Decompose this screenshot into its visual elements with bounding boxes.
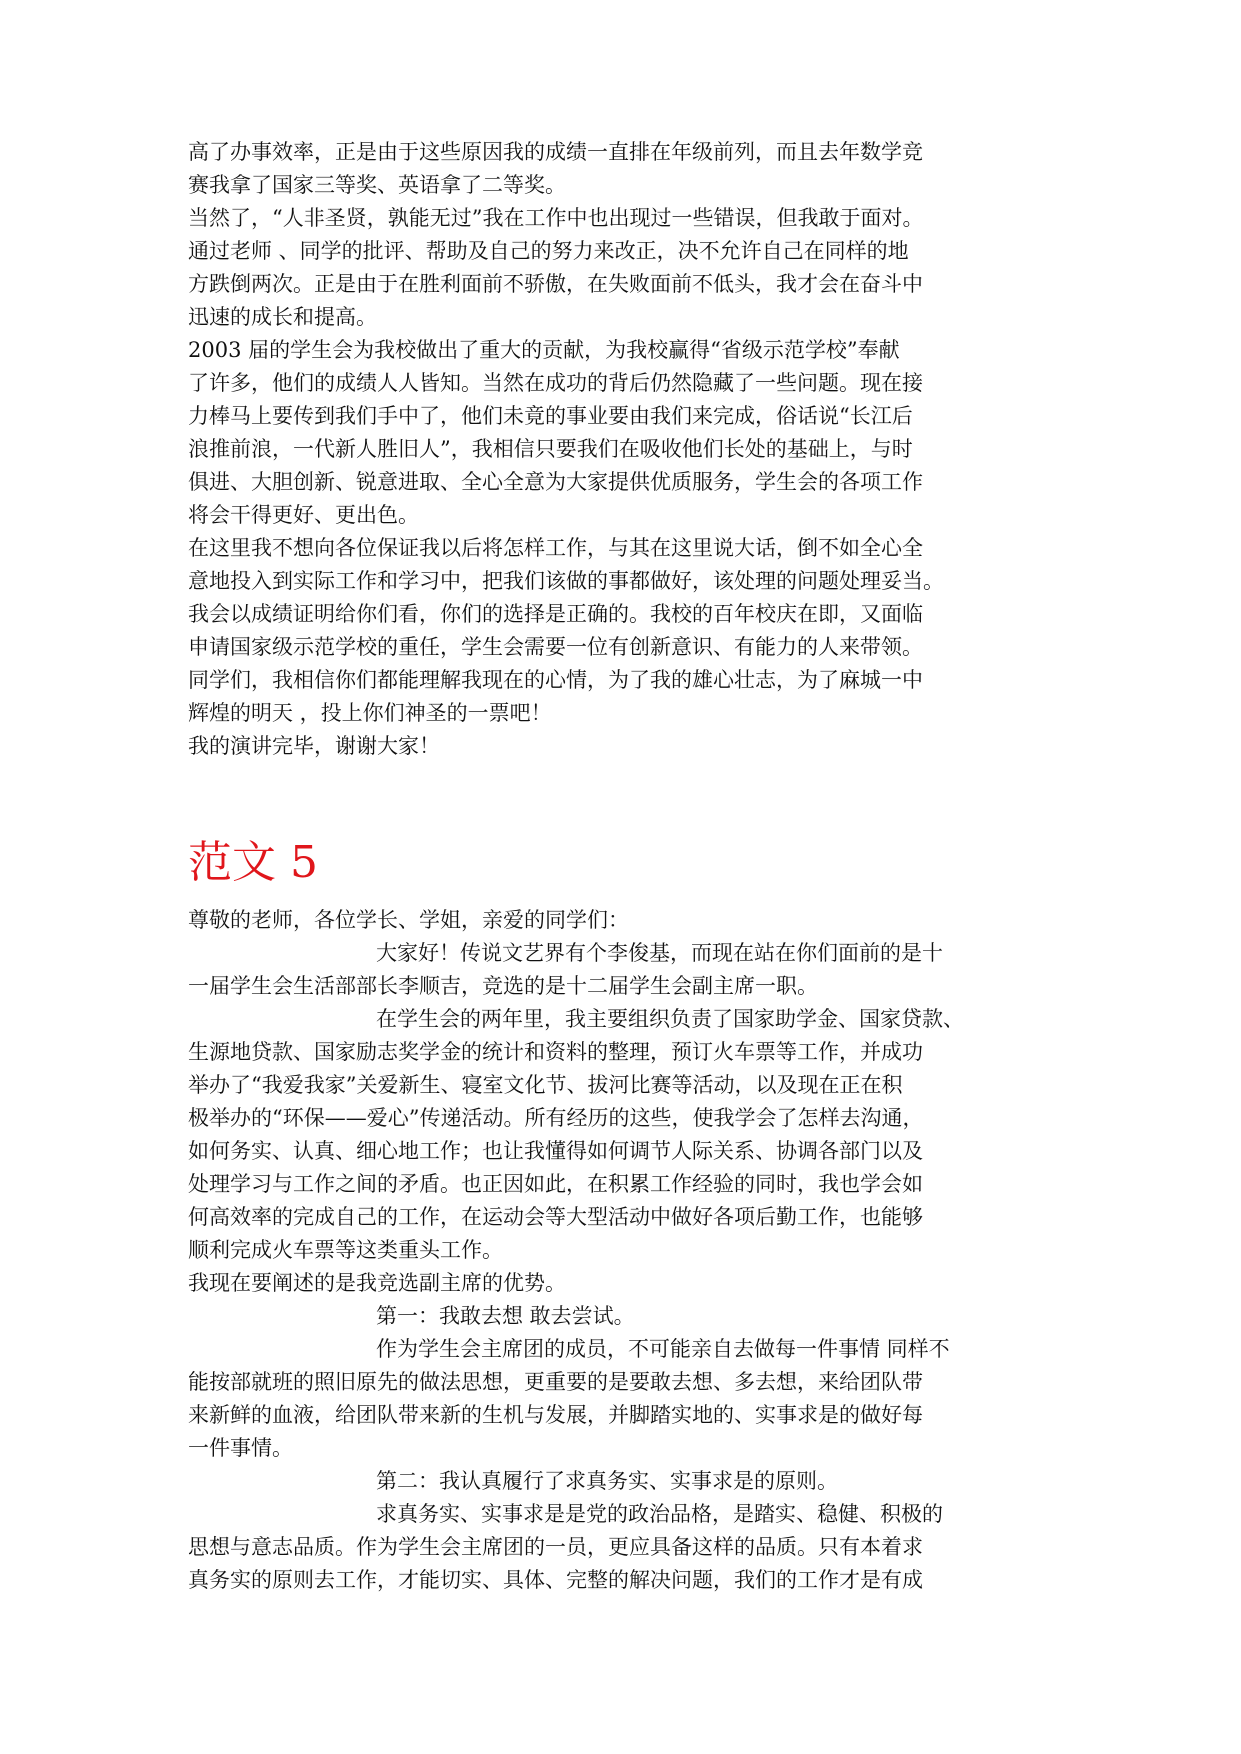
paragraph-line: 作为学生会主席团的成员，不可能亲自去做每一件事情 同样不 — [376, 1337, 950, 1361]
paragraph-line: 如何务实、认真、细心地工作；也让我懂得如何调节人际关系、协调各部门以及 — [188, 1139, 923, 1163]
paragraph-line: 一件事情。 — [188, 1436, 293, 1460]
paragraph-line: 生源地贷款、国家励志奖学金的统计和资料的整理，预订火车票等工作，并成功 — [188, 1040, 923, 1064]
paragraph-line: 我会以成绩证明给你们看，你们的选择是正确的。我校的百年校庆在即，又面临 — [188, 602, 923, 626]
paragraph-line: 迅速的成长和提高。 — [188, 305, 377, 329]
section-heading: 范文 5 — [188, 837, 318, 888]
paragraph-line: 极举办的“环保——爱心”传递活动。所有经历的这些，使我学会了怎样去沟通， — [188, 1106, 924, 1130]
paragraph-line: 能按部就班的照旧原先的做法思想，更重要的是要敢去想、多去想，来给团队带 — [188, 1370, 923, 1394]
paragraph-line: 方跌倒两次。正是由于在胜利面前不骄傲，在失败面前不低头，我才会在奋斗中 — [188, 272, 923, 296]
paragraph-line: 同学们，我相信你们都能理解我现在的心情，为了我的雄心壮志，为了麻城一中 — [188, 668, 923, 692]
paragraph-line: 思想与意志品质。作为学生会主席团的一员，更应具备这样的品质。只有本着求 — [188, 1535, 923, 1559]
paragraph-line: 了许多，他们的成绩人人皆知。当然在成功的背后仍然隐藏了一些问题。现在接 — [188, 371, 923, 395]
paragraph-line: 当然了，“人非圣贤，孰能无过”我在工作中也出现过一些错误，但我敢于面对。 — [188, 206, 924, 230]
point-heading-line: 第二：我认真履行了求真务实、实事求是的原则。 — [376, 1469, 838, 1493]
paragraph-line: 2003 届的学生会为我校做出了重大的贡献，为我校赢得“省级示范学校”奉献 — [188, 338, 900, 362]
paragraph-line: 我现在要阐述的是我竞选副主席的优势。 — [188, 1271, 566, 1295]
salutation-line: 尊敬的老师，各位学长、学姐，亲爱的同学们： — [188, 908, 629, 932]
paragraph-line: 赛我拿了国家三等奖、英语拿了二等奖。 — [188, 173, 566, 197]
paragraph-line: 在学生会的两年里，我主要组织负责了国家助学金、国家贷款、 — [376, 1007, 964, 1031]
paragraph-line: 举办了“我爱我家”关爱新生、寝室文化节、拔河比赛等活动，以及现在正在积 — [188, 1073, 903, 1097]
paragraph-line: 求真务实、实事求是是党的政治品格，是踏实、稳健、积极的 — [376, 1502, 943, 1526]
paragraph-line: 高了办事效率，正是由于这些原因我的成绩一直排在年级前列，而且去年数学竞 — [188, 140, 923, 164]
paragraph-line: 意地投入到实际工作和学习中，把我们该做的事都做好，该处理的问题处理妥当。 — [188, 569, 944, 593]
paragraph-line: 俱进、大胆创新、锐意进取、全心全意为大家提供优质服务，学生会的各项工作 — [188, 470, 923, 494]
paragraph-line: 处理学习与工作之间的矛盾。也正因如此，在积累工作经验的同时，我也学会如 — [188, 1172, 923, 1196]
paragraph-line: 浪推前浪，一代新人胜旧人”，我相信只要我们在吸收他们长处的基础上，与时 — [188, 437, 913, 461]
paragraph-line: 辉煌的明天 ，投上你们神圣的一票吧！ — [188, 701, 552, 725]
paragraph-line: 真务实的原则去工作，才能切实、具体、完整的解决问题，我们的工作才是有成 — [188, 1568, 923, 1592]
paragraph-line: 申请国家级示范学校的重任，学生会需要一位有创新意识、有能力的人来带领。 — [188, 635, 923, 659]
closing-line: 我的演讲完毕，谢谢大家！ — [188, 734, 440, 758]
paragraph-line: 通过老师 、同学的批评、帮助及自己的努力来改正，决不允许自己在同样的地 — [188, 239, 909, 263]
paragraph-line: 来新鲜的血液，给团队带来新的生机与发展，并脚踏实地的、实事求是的做好每 — [188, 1403, 923, 1427]
paragraph-line: 何高效率的完成自己的工作，在运动会等大型活动中做好各项后勤工作，也能够 — [188, 1205, 923, 1229]
paragraph-line: 在这里我不想向各位保证我以后将怎样工作，与其在这里说大话，倒不如全心全 — [188, 536, 923, 560]
paragraph-line: 力棒马上要传到我们手中了，他们未竟的事业要由我们来完成，俗话说“长江后 — [188, 404, 913, 428]
paragraph-line: 顺利完成火车票等这类重头工作。 — [188, 1238, 503, 1262]
paragraph-line: 大家好！传说文艺界有个李俊基，而现在站在你们面前的是十 — [376, 941, 943, 965]
point-heading-line: 第一：我敢去想 敢去尝试。 — [376, 1304, 635, 1328]
paragraph-line: 将会干得更好、更出色。 — [188, 503, 419, 527]
paragraph-line: 一届学生会生活部部长李顺吉，竞选的是十二届学生会副主席一职。 — [188, 974, 818, 998]
